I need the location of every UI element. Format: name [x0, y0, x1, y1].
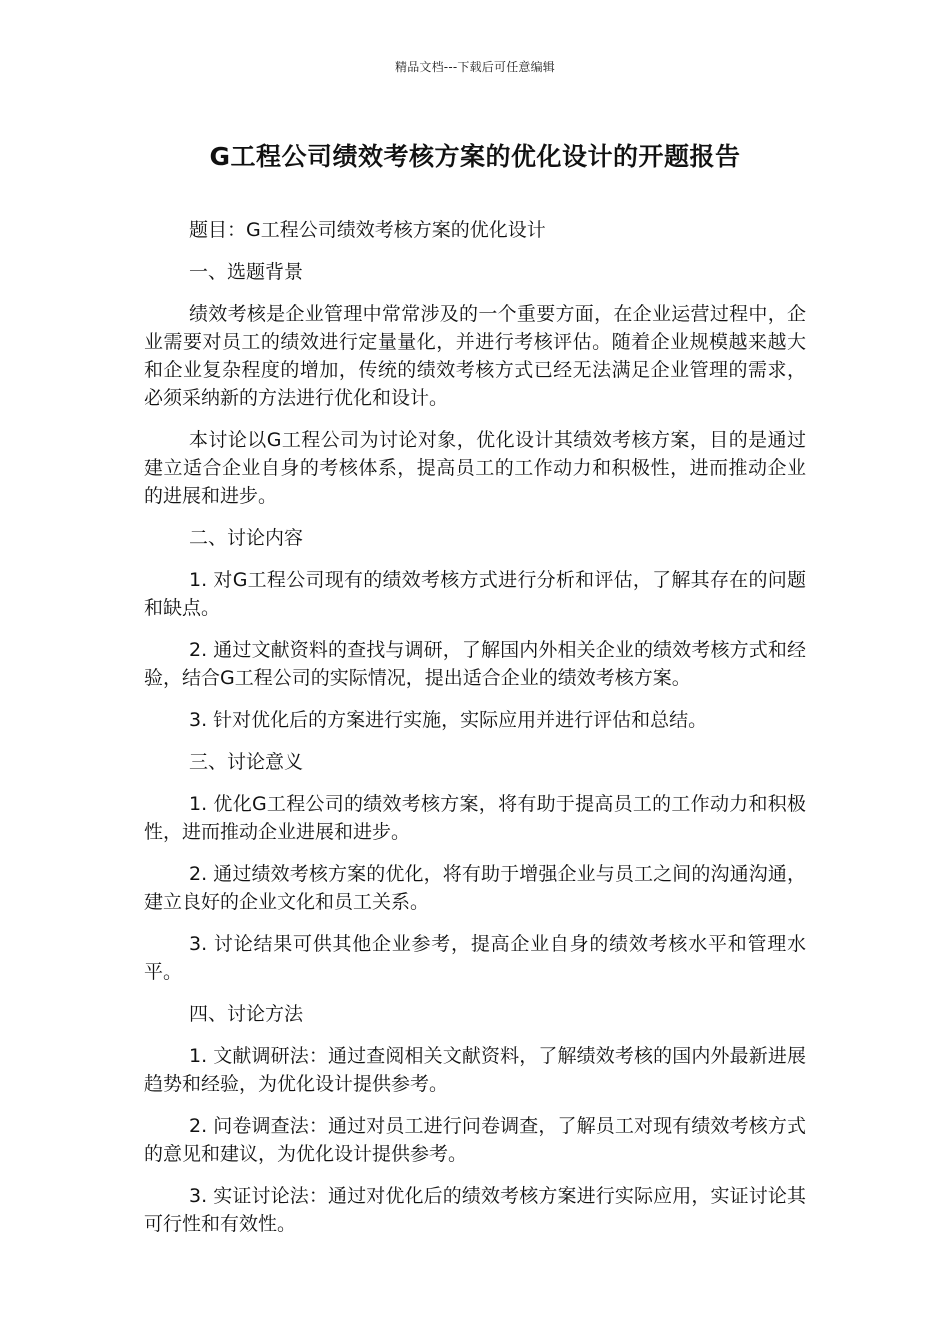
header-note: 精品文档---下载后可任意编辑: [395, 60, 555, 74]
list-item: 3. 针对优化后的方案进行实施，实际应用并进行评估和总结。: [189, 709, 708, 731]
section-heading-background: 一、选题背景: [189, 261, 304, 283]
paragraph: 绩效考核是企业管理中常常涉及的一个重要方面，在企业运营过程中，企业需要对员工的绩效进行定量量化，并进行考核评估。随着企业规模越来越大和企业复杂程度的增加，传统的绩效考核方式已经无法满足企业管理的需求，必须采纳新的方法进行优化和设计。: [144, 303, 806, 409]
list-item: 2. 通过绩效考核方案的优化，将有助于增强企业与员工之间的沟通沟通，建立良好的企业文化和员工关系。: [144, 863, 806, 913]
list-item: 3. 讨论结果可供其他企业参考，提高企业自身的绩效考核水平和管理水平。: [144, 933, 806, 983]
paragraph: 本讨论以G工程公司为讨论对象，优化设计其绩效考核方案，目的是通过建立适合企业自身的考核体系，提高员工的工作动力和积极性，进而推动企业的进展和进步。: [144, 429, 806, 507]
section-heading-significance: 三、讨论意义: [189, 751, 304, 773]
section-heading-methods: 四、讨论方法: [189, 1003, 304, 1025]
list-item: 2. 问卷调查法：通过对员工进行问卷调查，了解员工对现有绩效考核方式的意见和建议，为优化设计提供参考。: [144, 1115, 806, 1165]
section-heading-content: 二、讨论内容: [189, 527, 304, 549]
list-item: 3. 实证讨论法：通过对优化后的绩效考核方案进行实际应用，实证讨论其可行性和有效性。: [144, 1185, 806, 1235]
list-item: 2. 通过文献资料的查找与调研，了解国内外相关企业的绩效考核方式和经验，结合G工程公司的实际情况，提出适合企业的绩效考核方案。: [144, 639, 806, 689]
page-title: G工程公司绩效考核方案的优化设计的开题报告: [209, 142, 741, 171]
topic-line: 题目：G工程公司绩效考核方案的优化设计: [189, 219, 546, 241]
list-item: 1. 文献调研法：通过查阅相关文献资料，了解绩效考核的国内外最新进展趋势和经验，为优化设计提供参考。: [144, 1045, 806, 1095]
list-item: 1. 优化G工程公司的绩效考核方案，将有助于提高员工的工作动力和积极性，进而推动企业进展和进步。: [144, 793, 806, 843]
list-item: 1. 对G工程公司现有的绩效考核方式进行分析和评估，了解其存在的问题和缺点。: [144, 569, 806, 619]
document-body: [144, 216, 806, 1252]
